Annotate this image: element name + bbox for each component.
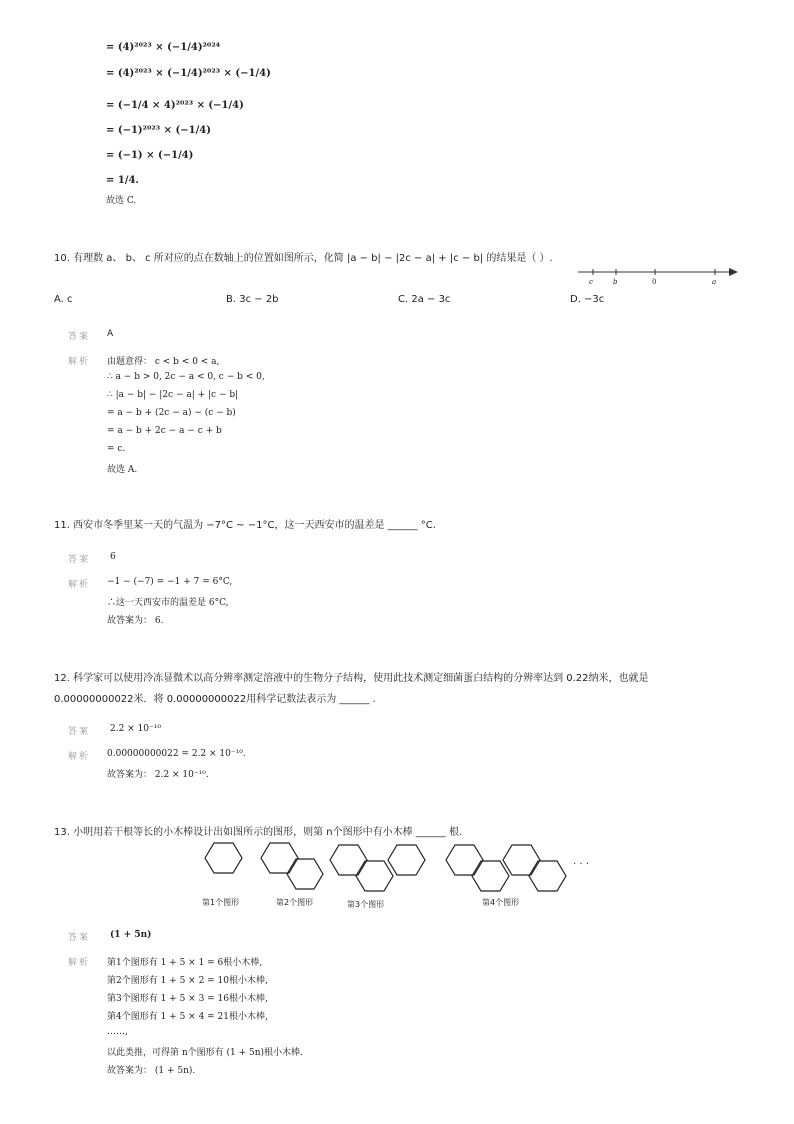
q11-answer: 6 — [110, 552, 116, 562]
hexagon-fig4-b — [472, 861, 509, 891]
figure-caption-1: 第1个图形 — [202, 898, 240, 907]
q10-analysis-7: 故选 A. — [107, 465, 138, 475]
q11-stem: 11. 西安市冬季里某一天的气温为 −7°C ~ −1°C，这一天西安市的温差是 ______ °C. — [54, 520, 436, 531]
q10-analysis-6: = c. — [107, 444, 126, 454]
numberline-label-b: b — [613, 278, 618, 286]
q13-analysis-5: ……, — [107, 1027, 128, 1037]
q12-analysis-2: 故答案为： 2.2 × 10⁻¹⁰. — [107, 770, 209, 780]
q11-analysis-label: 解析 — [68, 580, 91, 590]
q10-analysis-1: 由题意得： c < b < 0 < a, — [107, 357, 220, 367]
q11-analysis-3: 故答案为： 6. — [107, 616, 164, 626]
q12-stem-line1: 12. 科学家可以使用冷冻显微术以高分辨率测定溶液中的生物分子结构，使用此技术测定细菌蛋白结构的分辨率达到 0.22纳米，也就是 — [54, 673, 649, 684]
q13-stem: 13. 小明用若干根等长的小木棒设计出如图所示的图形，则第 n个图形中有小木棒 ______ 根. — [54, 827, 463, 838]
q13-answer: (1 + 5n) — [110, 930, 152, 940]
hexagon-fig4-d — [529, 861, 566, 891]
figures-ellipsis: · · · — [573, 859, 589, 870]
hexagon-fig4-c — [503, 845, 540, 875]
hexagon-fig2-a — [261, 843, 298, 873]
numberline-label-c: c — [589, 278, 593, 286]
top-line-1: = (4)²⁰²³ × (−1/4)²⁰²⁴ — [106, 42, 221, 53]
q11-analysis-2: ∴这一天西安市的温差是 6°C, — [107, 598, 229, 608]
q12-analysis-label: 解析 — [68, 752, 91, 762]
q11-analysis-1: −1 − (−7) = −1 + 7 = 6°C, — [107, 577, 233, 587]
q12-answer: 2.2 × 10⁻¹⁰ — [110, 724, 161, 734]
top-line-6: = 1/4. — [106, 175, 139, 186]
q10-option-d[interactable]: D. −3c — [570, 294, 605, 305]
q10-analysis-3: ∴ |a − b| − |2c − a| + |c − b| — [107, 390, 239, 400]
q10-analysis-2: ∴ a − b > 0, 2c − a < 0, c − b < 0, — [107, 372, 265, 382]
q12-answer-label: 答案 — [68, 727, 91, 737]
top-line-2: = (4)²⁰²³ × (−1/4)²⁰²³ × (−1/4) — [106, 68, 271, 79]
q13-analysis-4: 第4个图形有 1 + 5 × 4 = 21根小木棒, — [107, 1012, 268, 1022]
hexagon-fig3-c — [388, 845, 425, 875]
top-line-3: = (−1/4 × 4)²⁰²³ × (−1/4) — [106, 100, 244, 111]
numberline-label-a: a — [712, 278, 717, 286]
top-line-4: = (−1)²⁰²³ × (−1/4) — [106, 125, 211, 136]
q10-analysis-label: 解析 — [68, 357, 91, 367]
q13-analysis-label: 解析 — [68, 958, 91, 968]
q13-analysis-3: 第3个图形有 1 + 5 × 3 = 16根小木棒, — [107, 994, 268, 1004]
hexagon-fig1 — [205, 843, 242, 873]
q13-analysis-6: 以此类推，可得第 n个图形有 (1 + 5n)根小木棒. — [107, 1048, 303, 1058]
top-line-5: = (−1) × (−1/4) — [106, 150, 194, 161]
hexagon-fig2-b — [287, 859, 323, 889]
figure-caption-3: 第3个图形 — [347, 900, 385, 909]
q11-answer-label: 答案 — [68, 555, 91, 565]
q12-analysis-1: 0.00000000022 = 2.2 × 10⁻¹⁰. — [107, 749, 246, 759]
q10-answer-label: 答案 — [68, 332, 91, 342]
q10-option-c[interactable]: C. 2a − 3c — [398, 294, 451, 305]
figure-caption-2: 第2个图形 — [276, 898, 314, 907]
q10-analysis-5: = a − b + 2c − a − c + b — [107, 426, 222, 436]
q13-analysis-1: 第1个图形有 1 + 5 × 1 = 6根小木棒, — [107, 958, 263, 968]
hexagon-fig3-b — [356, 861, 393, 891]
q10-analysis-4: = a − b + (2c − a) − (c − b) — [107, 408, 236, 418]
hexagon-fig3-a — [330, 845, 367, 875]
numberline-label-0: 0 — [652, 278, 657, 286]
hexagon-fig4-a — [446, 845, 483, 875]
figure-caption-4: 第4个图形 — [482, 898, 520, 907]
q13-analysis-2: 第2个图形有 1 + 5 × 2 = 10根小木棒, — [107, 976, 268, 986]
q13-analysis-7: 故答案为： (1 + 5n). — [107, 1066, 196, 1076]
q10-option-b[interactable]: B. 3c − 2b — [226, 294, 279, 305]
q13-answer-label: 答案 — [68, 933, 91, 943]
top-conclusion: 故选 C. — [106, 196, 137, 206]
q12-stem-line2: 0.00000000022米．将 0.00000000022用科学记数法表示为 ______ . — [54, 694, 376, 705]
q10-stem: 10. 有理数 a、 b、 c 所对应的点在数轴上的位置如图所示，化简 |a − b| − |2c − a| + |c − b| 的结果是（ ）. — [54, 253, 553, 264]
q10-answer: A — [107, 329, 114, 339]
q10-option-a[interactable]: A. c — [54, 294, 73, 305]
